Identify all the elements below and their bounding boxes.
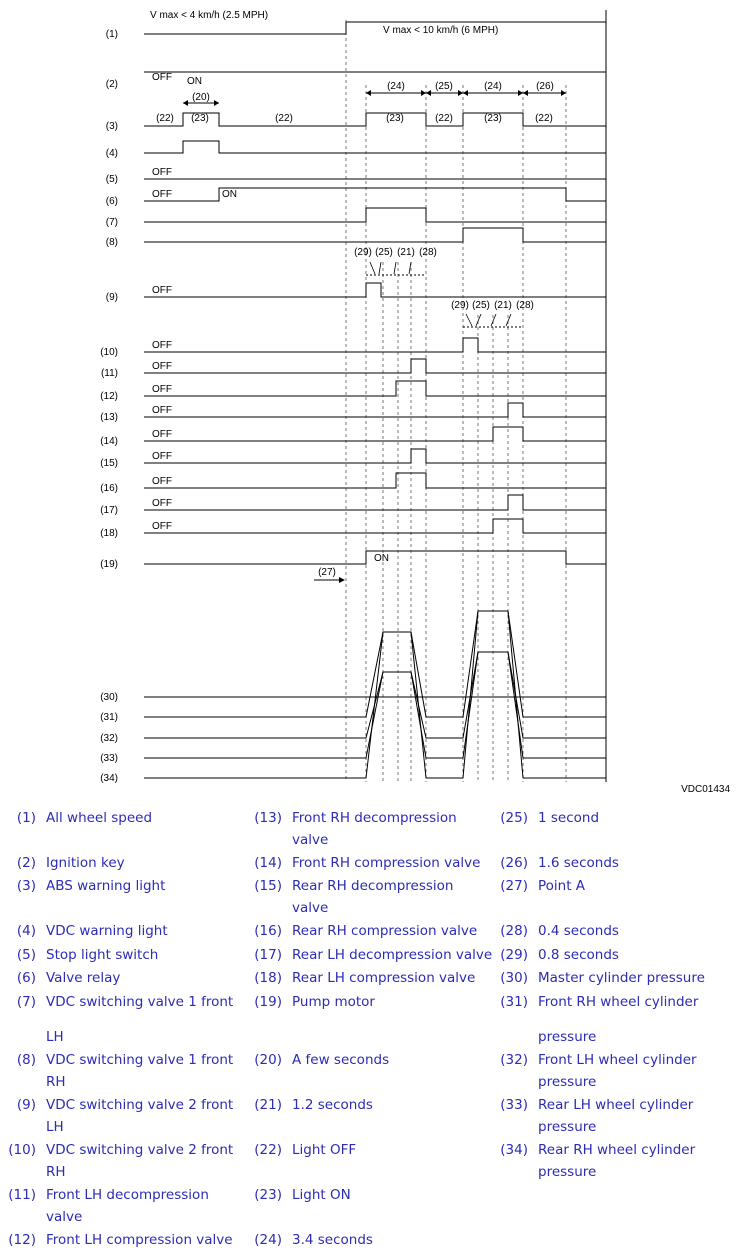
trace-valve-relay	[144, 188, 606, 201]
legend-label-line1: All wheel speed	[46, 810, 153, 826]
legend-label-line2: valve	[292, 832, 329, 848]
legend-item-30	[492, 967, 740, 989]
timing-mark-24b: (24)	[484, 81, 502, 92]
legend-label-line1: VDC switching valve 2 front	[46, 1142, 234, 1158]
arrow-24b-head-right	[518, 90, 523, 96]
row-label-3: (3)	[105, 121, 118, 132]
legend-number: (22)	[254, 1142, 282, 1158]
timing-mark-28b: (28)	[516, 300, 534, 311]
legend-number: (10)	[8, 1142, 36, 1158]
legend-item-28	[492, 920, 740, 942]
legend-number: (2)	[16, 855, 36, 871]
row-label-8: (8)	[105, 237, 118, 248]
timing-mark-29a: (29)	[354, 247, 372, 258]
legend-label-line1: VDC warning light	[46, 923, 168, 939]
trace-rear-lh-decompression	[144, 495, 606, 510]
legend-label	[46, 1229, 246, 1251]
row-label-1: (1)	[105, 29, 118, 40]
legend-item-14	[246, 852, 502, 874]
speed-label-low: V max < 4 km/h (2.5 MPH)	[150, 10, 269, 21]
legend-number: (25)	[500, 810, 528, 826]
legend-label-line1: Stop light switch	[46, 947, 159, 963]
row-label-2: (2)	[105, 79, 118, 90]
trace-vdc-switching-1-lh	[144, 208, 606, 222]
legend-label-line1: Pump motor	[292, 994, 375, 1010]
legend-item-4	[0, 920, 246, 942]
trace-rear-rh-decompression	[144, 449, 606, 463]
legend-item-1	[0, 807, 246, 829]
legend-number: (5)	[16, 947, 36, 963]
legend-number: (28)	[500, 923, 528, 939]
legend-label	[46, 991, 246, 1048]
legend-number: (23)	[254, 1187, 282, 1203]
legend-item-33	[492, 1094, 740, 1138]
legend-item-31	[492, 991, 740, 1048]
phase-mark-4: (22)	[435, 113, 453, 124]
timing-mark-25: (25)	[435, 81, 453, 92]
row-label-6: (6)	[105, 196, 118, 207]
phase-mark-2: (22)	[275, 113, 293, 124]
legend-label	[538, 1094, 740, 1138]
timing-mark-28a: (28)	[419, 247, 437, 258]
legend-item-17	[246, 944, 502, 966]
legend-item-24	[246, 1229, 502, 1251]
legend-label-line1: A few seconds	[292, 1052, 390, 1068]
legend-label	[292, 1049, 502, 1071]
legend-label-line1: VDC switching valve 1 front	[46, 1052, 234, 1068]
trace-all-wheel-speed	[144, 22, 606, 34]
speed-label-high: V max < 10 km/h (6 MPH)	[383, 25, 499, 36]
legend-item-22	[246, 1139, 502, 1161]
timing-mark-21b: (21)	[494, 300, 512, 311]
legend-number: (31)	[500, 994, 528, 1010]
legend-item-15	[246, 875, 502, 919]
legend-label	[538, 967, 740, 989]
legend-item-16	[246, 920, 502, 942]
legend-number: (11)	[8, 1187, 36, 1203]
state-off-rear-lh-compression: OFF	[152, 521, 172, 532]
row-label-16: (16)	[100, 483, 118, 494]
legend-label	[46, 807, 246, 829]
legend-label	[292, 967, 502, 989]
row-label-9: (9)	[105, 292, 118, 303]
timing-mark-27: (27)	[318, 567, 336, 578]
row-label-32: (32)	[100, 733, 118, 744]
legend-number: (26)	[500, 855, 528, 871]
legend-number: (1)	[16, 810, 36, 826]
legend-label	[46, 1139, 246, 1183]
legend-item-7	[0, 991, 246, 1048]
phase-mark-3: (23)	[386, 113, 404, 124]
legend-number: (16)	[254, 923, 282, 939]
legend-item-9	[0, 1094, 246, 1138]
legend-number: (8)	[16, 1052, 36, 1068]
timing-mark-29b: (29)	[451, 300, 469, 311]
annotations	[150, 10, 730, 795]
legend-item-18	[246, 967, 502, 989]
row-label-30: (30)	[100, 692, 118, 703]
legend-label	[538, 1139, 740, 1183]
legend-label-line2: pressure	[538, 1119, 597, 1135]
legend-label-line2: RH	[46, 1074, 66, 1090]
legend-label	[538, 920, 740, 942]
row-label-17: (17)	[100, 505, 118, 516]
legend-item-13	[246, 807, 502, 851]
legend-label	[292, 1184, 502, 1206]
legend-label-line1: Light OFF	[292, 1142, 357, 1158]
signal-traces	[144, 22, 606, 778]
row-label-4: (4)	[105, 148, 118, 159]
row-label-11: (11)	[100, 368, 118, 379]
arrow-26-head-right	[561, 90, 566, 96]
legend-number: (14)	[254, 855, 282, 871]
legend-number: (19)	[254, 994, 282, 1010]
legend-label	[46, 852, 246, 874]
arrow-25-head-left	[426, 90, 431, 96]
trace-vdc-switching-2-rh	[144, 338, 606, 352]
legend-label	[538, 1049, 740, 1093]
legend-label	[292, 1229, 502, 1251]
legend-label-line2: pressure	[538, 1074, 597, 1090]
legend-item-32	[492, 1049, 740, 1093]
legend-label-line1: Valve relay	[46, 970, 121, 986]
legend-item-19	[246, 991, 502, 1013]
arrow-24b-head-left	[463, 90, 468, 96]
legend-item-12	[0, 1229, 246, 1251]
row-label-31: (31)	[100, 712, 118, 723]
row-labels	[100, 29, 118, 784]
legend-label	[292, 920, 502, 942]
row-label-33: (33)	[100, 753, 118, 764]
timing-mark-24a: (24)	[387, 81, 405, 92]
row-label-10: (10)	[100, 347, 118, 358]
legend-label	[292, 991, 502, 1013]
state-off-stop-switch: OFF	[152, 167, 172, 178]
legend-label-line2: LH	[46, 1119, 64, 1135]
state-off-front-lh-decompression: OFF	[152, 361, 172, 372]
state-off-rear-lh-decompression: OFF	[152, 498, 172, 509]
state-off-rear-rh-decompression: OFF	[152, 451, 172, 462]
group1-pointer-0	[370, 262, 375, 274]
legend-label-line1: Rear RH decompression	[292, 878, 454, 894]
legend-number: (17)	[254, 947, 282, 963]
state-on-ignition: ON	[187, 76, 202, 87]
legend-label	[538, 944, 740, 966]
legend-label-line1: Front LH decompression	[46, 1187, 209, 1203]
legend-label-line2: valve	[292, 900, 329, 916]
legend-item-25	[492, 807, 740, 829]
figure-code: VDC01434	[681, 784, 730, 795]
legend-number: (27)	[500, 878, 528, 894]
legend-label-line1: 1 second	[538, 810, 600, 826]
legend-label-line2: valve	[46, 1209, 83, 1225]
arrow-26-head-left	[523, 90, 528, 96]
group1-pointer-1	[379, 262, 381, 274]
row-label-19: (19)	[100, 559, 118, 570]
row-label-18: (18)	[100, 528, 118, 539]
state-off-valve-relay: OFF	[152, 189, 172, 200]
legend-label-line1: 0.8 seconds	[538, 947, 619, 963]
legend-label-line1: Rear LH compression valve	[292, 970, 476, 986]
legend-label	[292, 1094, 502, 1116]
phase-mark-1: (23)	[191, 113, 209, 124]
legend-item-26	[492, 852, 740, 874]
legend-item-21	[246, 1094, 502, 1116]
legend-label-line1: VDC switching valve 2 front	[46, 1097, 234, 1113]
legend-label	[538, 875, 740, 897]
trace-vdc-warning-light	[144, 141, 606, 153]
row-label-12: (12)	[100, 391, 118, 402]
legend-label-line2: LH	[46, 1029, 64, 1045]
legend-number: (33)	[500, 1097, 528, 1113]
trace-rear-rh-wheel-pressure	[144, 611, 606, 778]
legend-label-line1: Front RH compression valve	[292, 855, 481, 871]
legend-label	[292, 944, 502, 966]
row-label-7: (7)	[105, 217, 118, 228]
trace-rear-rh-compression	[144, 473, 606, 488]
legend-item-5	[0, 944, 246, 966]
state-off-vdc-2-lh: OFF	[152, 285, 172, 296]
legend-label-line1: 0.4 seconds	[538, 923, 619, 939]
row-label-15: (15)	[100, 458, 118, 469]
legend-item-11	[0, 1184, 246, 1228]
trace-front-lh-wheel-pressure	[144, 652, 606, 738]
row-label-5: (5)	[105, 174, 118, 185]
arrow-25-head-right	[458, 90, 463, 96]
state-off-ignition: OFF	[152, 72, 172, 83]
legend-number: (32)	[500, 1052, 528, 1068]
legend-number: (4)	[16, 923, 36, 939]
arrow-24a-head-right	[421, 90, 426, 96]
legend-label-line2: pressure	[538, 1164, 597, 1180]
legend	[0, 805, 740, 1255]
legend-label	[46, 1184, 246, 1228]
legend-label-line1: ABS warning light	[46, 878, 166, 894]
legend-item-29	[492, 944, 740, 966]
legend-item-6	[0, 967, 246, 989]
legend-number: (7)	[16, 994, 36, 1010]
legend-number: (15)	[254, 878, 282, 894]
timing-mark-25b: (25)	[472, 300, 490, 311]
legend-label-line1: Front RH decompression	[292, 810, 457, 826]
legend-number: (30)	[500, 970, 528, 986]
group2-pointer-0	[466, 314, 472, 326]
legend-label	[292, 875, 502, 919]
legend-label	[292, 852, 502, 874]
legend-number: (3)	[16, 878, 36, 894]
legend-label-line1: Front RH wheel cylinder	[538, 994, 699, 1010]
state-off-vdc-2-rh: OFF	[152, 340, 172, 351]
row-label-34: (34)	[100, 773, 118, 784]
legend-label-line1: Ignition key	[46, 855, 125, 871]
row-label-13: (13)	[100, 412, 118, 423]
legend-label	[46, 1094, 246, 1138]
legend-label-line2: pressure	[538, 1029, 597, 1045]
legend-label-line1: 1.6 seconds	[538, 855, 619, 871]
legend-label-line1: Master cylinder pressure	[538, 970, 705, 986]
legend-item-3	[0, 875, 246, 897]
legend-label-line2: RH	[46, 1164, 66, 1180]
legend-item-34	[492, 1139, 740, 1183]
point-a-arrow-head	[339, 577, 345, 583]
trace-front-lh-decompression	[144, 359, 606, 373]
legend-label-line1: Rear RH compression valve	[292, 923, 478, 939]
legend-number: (34)	[500, 1142, 528, 1158]
trace-front-rh-compression	[144, 427, 606, 441]
state-on-pump-motor: ON	[374, 553, 389, 564]
legend-label-line1: 3.4 seconds	[292, 1232, 373, 1248]
legend-number: (18)	[254, 970, 282, 986]
legend-number: (29)	[500, 947, 528, 963]
legend-label-line1: VDC switching valve 1 front	[46, 994, 234, 1010]
timing-arrows	[183, 90, 566, 583]
timing-mark-25a: (25)	[375, 247, 393, 258]
state-off-front-rh-decompression: OFF	[152, 405, 172, 416]
legend-item-23	[246, 1184, 502, 1206]
legend-label	[46, 1049, 246, 1093]
phase-mark-5: (23)	[484, 113, 502, 124]
state-off-front-rh-compression: OFF	[152, 429, 172, 440]
state-on-valve-relay: ON	[222, 189, 237, 200]
legend-label-line1: 1.2 seconds	[292, 1097, 373, 1113]
trace-vdc-switching-2-lh	[144, 283, 606, 297]
legend-number: (9)	[16, 1097, 36, 1113]
legend-label	[292, 807, 502, 851]
legend-label-line1: Point A	[538, 878, 586, 894]
legend-item-20	[246, 1049, 502, 1071]
arrow-20-head-right	[214, 100, 219, 106]
legend-label-line1: Rear RH wheel cylinder	[538, 1142, 696, 1158]
legend-label-line1: Rear LH wheel cylinder	[538, 1097, 694, 1113]
legend-label-line1: Light ON	[292, 1187, 351, 1203]
legend-number: (21)	[254, 1097, 282, 1113]
trace-rear-lh-compression	[144, 519, 606, 533]
legend-label-line1: Front LH compression valve	[46, 1232, 233, 1248]
arrow-20-head-left	[183, 100, 188, 106]
group1-pointer-2	[394, 262, 396, 274]
legend-item-8	[0, 1049, 246, 1093]
legend-number: (24)	[254, 1232, 282, 1248]
state-off-front-lh-compression: OFF	[152, 384, 172, 395]
phase-mark-6: (22)	[535, 113, 553, 124]
state-off-rear-rh-compression: OFF	[152, 476, 172, 487]
legend-label-line1: Front LH wheel cylinder	[538, 1052, 697, 1068]
legend-number: (12)	[8, 1232, 36, 1248]
timing-mark-20: (20)	[192, 92, 210, 103]
legend-number: (6)	[16, 970, 36, 986]
timing-mark-21a: (21)	[397, 247, 415, 258]
legend-item-27	[492, 875, 740, 897]
arrow-24a-head-left	[366, 90, 371, 96]
legend-number: (13)	[254, 810, 282, 826]
row-label-14: (14)	[100, 436, 118, 447]
legend-label	[538, 852, 740, 874]
legend-label	[538, 807, 740, 829]
legend-label	[46, 920, 246, 942]
legend-item-2	[0, 852, 246, 874]
timing-mark-26: (26)	[536, 81, 554, 92]
legend-label	[46, 967, 246, 989]
phase-mark-0: (22)	[156, 113, 174, 124]
legend-label	[538, 991, 740, 1048]
legend-label	[292, 1139, 502, 1161]
legend-label	[46, 875, 246, 897]
legend-label	[46, 944, 246, 966]
legend-label-line1: Rear LH decompression valve	[292, 947, 493, 963]
trace-front-lh-compression	[144, 381, 606, 396]
legend-number: (20)	[254, 1052, 282, 1068]
trace-vdc-switching-1-rh	[144, 228, 606, 242]
legend-item-10	[0, 1139, 246, 1183]
trace-front-rh-decompression	[144, 403, 606, 417]
